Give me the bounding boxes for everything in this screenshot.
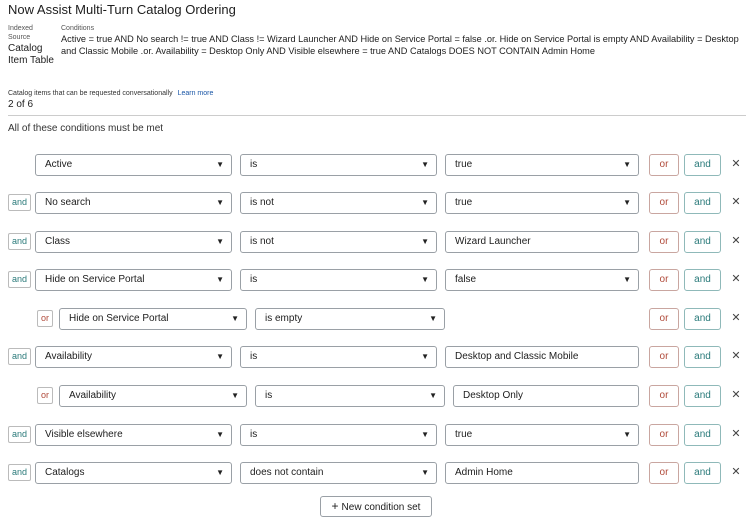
operator-select[interactable] [240, 462, 437, 484]
chevron-down-icon: ▼ [421, 237, 429, 246]
learn-more-link[interactable]: Learn more [177, 90, 214, 97]
close-icon[interactable]: ✕ [731, 312, 741, 324]
value-select[interactable] [445, 269, 639, 291]
condition-row [0, 308, 750, 330]
indexed-source-value: Catalog Item Table [8, 43, 54, 66]
chevron-down-icon: ▼ [216, 237, 224, 246]
or-button[interactable]: or [649, 462, 679, 484]
operator-label: does not contain [250, 467, 324, 478]
operator-label: is empty [265, 313, 303, 324]
operator-label: is [265, 390, 273, 401]
value-input[interactable] [453, 385, 639, 407]
row-connector-and: and [8, 271, 31, 288]
and-button[interactable]: and [684, 269, 721, 291]
chevron-down-icon: ▼ [421, 198, 429, 207]
and-button[interactable]: and [684, 385, 721, 407]
or-button[interactable]: or [649, 192, 679, 214]
and-button[interactable]: and [684, 346, 721, 368]
value-label: false [455, 274, 477, 285]
conversational-text: Catalog items that can be requested conversationally [8, 90, 173, 97]
or-button[interactable]: or [649, 308, 679, 330]
field-select[interactable] [35, 192, 232, 214]
indexed-source [8, 24, 54, 67]
value-select[interactable] [445, 192, 639, 214]
condition-row [0, 385, 750, 407]
divider [8, 115, 746, 116]
or-button[interactable]: or [649, 346, 679, 368]
operator-label: is [250, 274, 258, 285]
field-label: Hide on Service Portal [69, 313, 169, 324]
value-input[interactable] [445, 346, 639, 368]
chevron-down-icon: ▼ [421, 160, 429, 169]
value-label: Desktop Only [463, 390, 524, 401]
chevron-down-icon: ▼ [421, 352, 429, 361]
field-label: No search [45, 197, 91, 208]
chevron-down-icon: ▼ [231, 391, 239, 400]
value-input[interactable] [445, 462, 639, 484]
or-button[interactable]: or [649, 231, 679, 253]
or-button[interactable]: or [649, 385, 679, 407]
field-label: Class [45, 236, 71, 247]
operator-select[interactable] [240, 269, 437, 291]
or-button[interactable]: or [649, 424, 679, 446]
row-connector-and: and [8, 194, 31, 211]
chevron-down-icon: ▼ [421, 275, 429, 284]
row-connector-or: or [37, 310, 53, 327]
and-button[interactable]: and [684, 192, 721, 214]
row-connector-and: and [8, 426, 31, 443]
item-count: 2 of 6 [8, 99, 34, 110]
row-connector-and: and [8, 348, 31, 365]
value-label: Wizard Launcher [455, 236, 531, 247]
page-title: Now Assist Multi-Turn Catalog Ordering [8, 2, 236, 17]
chevron-down-icon: ▼ [623, 160, 631, 169]
value-label: Desktop and Classic Mobile [455, 351, 579, 362]
value-select[interactable] [445, 154, 639, 176]
chevron-down-icon: ▼ [216, 352, 224, 361]
field-select[interactable] [35, 424, 232, 446]
operator-select[interactable] [240, 231, 437, 253]
field-select[interactable] [35, 269, 232, 291]
close-icon[interactable]: ✕ [731, 196, 741, 208]
condition-row [0, 269, 750, 291]
field-label: Active [45, 159, 73, 170]
chevron-down-icon: ▼ [216, 468, 224, 477]
condition-row [0, 154, 750, 176]
close-icon[interactable]: ✕ [731, 350, 741, 362]
or-button[interactable]: or [649, 269, 679, 291]
conditions-heading: All of these conditions must be met [8, 123, 164, 134]
conditions-summary [61, 24, 750, 57]
chevron-down-icon: ▼ [421, 430, 429, 439]
new-condition-set-label: New condition set [341, 502, 421, 513]
new-condition-set-button[interactable] [320, 496, 432, 517]
and-button[interactable]: and [684, 462, 721, 484]
operator-label: is not [250, 197, 274, 208]
operator-select[interactable] [240, 192, 437, 214]
chevron-down-icon: ▼ [216, 160, 224, 169]
chevron-down-icon: ▼ [429, 391, 437, 400]
field-select[interactable] [59, 308, 247, 330]
operator-select[interactable] [240, 154, 437, 176]
operator-label: is [250, 351, 258, 362]
field-select[interactable] [35, 231, 232, 253]
field-label: Availability [69, 390, 117, 401]
value-label: Admin Home [455, 467, 513, 478]
value-input[interactable] [445, 231, 639, 253]
and-button[interactable]: and [684, 231, 721, 253]
chevron-down-icon: ▼ [623, 430, 631, 439]
operator-label: is [250, 429, 258, 440]
conditions-text: Active = true AND No search != true AND Class != Wizard Launcher AND Hide on Service Portal = false .or. Hide on Service Portal is empty AND Availability = Desktop and Classic Mobile .or. Availability = Desktop Only AND Visible elsewhere = true AND Catalogs DOES NOT CONTAIN Admin Home [61, 34, 739, 56]
operator-select[interactable] [255, 308, 445, 330]
indexed-source-label: Indexed Source [8, 25, 33, 41]
chevron-down-icon: ▼ [421, 468, 429, 477]
chevron-down-icon: ▼ [623, 275, 631, 284]
chevron-down-icon: ▼ [216, 430, 224, 439]
and-button[interactable]: and [684, 424, 721, 446]
condition-row [0, 424, 750, 446]
operator-select[interactable] [240, 346, 437, 368]
row-connector-and: and [8, 464, 31, 481]
conditions-label: Conditions [61, 25, 95, 32]
plus-icon: + [331, 499, 339, 513]
row-connector-and: and [8, 233, 31, 250]
close-icon[interactable]: ✕ [731, 466, 741, 478]
field-select[interactable] [35, 346, 232, 368]
condition-row [0, 231, 750, 253]
field-select[interactable] [59, 385, 247, 407]
field-select[interactable] [35, 462, 232, 484]
operator-select[interactable] [255, 385, 445, 407]
close-icon[interactable]: ✕ [731, 389, 741, 401]
close-icon[interactable]: ✕ [731, 273, 741, 285]
and-button[interactable]: and [684, 308, 721, 330]
chevron-down-icon: ▼ [216, 198, 224, 207]
condition-row [0, 346, 750, 368]
condition-row [0, 192, 750, 214]
close-icon[interactable]: ✕ [731, 158, 741, 170]
condition-row [0, 462, 750, 484]
conversational-note [8, 90, 213, 97]
field-label: Visible elsewhere [45, 429, 123, 440]
or-button[interactable]: or [649, 154, 679, 176]
value-label: true [455, 197, 473, 208]
chevron-down-icon: ▼ [623, 198, 631, 207]
close-icon[interactable]: ✕ [731, 235, 741, 247]
value-select[interactable] [445, 424, 639, 446]
row-connector-or: or [37, 387, 53, 404]
field-label: Availability [45, 351, 93, 362]
field-select[interactable] [35, 154, 232, 176]
and-button[interactable]: and [684, 154, 721, 176]
chevron-down-icon: ▼ [216, 275, 224, 284]
operator-label: is [250, 159, 258, 170]
operator-label: is not [250, 236, 274, 247]
chevron-down-icon: ▼ [231, 314, 239, 323]
operator-select[interactable] [240, 424, 437, 446]
value-label: true [455, 429, 473, 440]
value-label: true [455, 159, 473, 170]
field-label: Catalogs [45, 467, 85, 478]
close-icon[interactable]: ✕ [731, 428, 741, 440]
chevron-down-icon: ▼ [429, 314, 437, 323]
field-label: Hide on Service Portal [45, 274, 145, 285]
